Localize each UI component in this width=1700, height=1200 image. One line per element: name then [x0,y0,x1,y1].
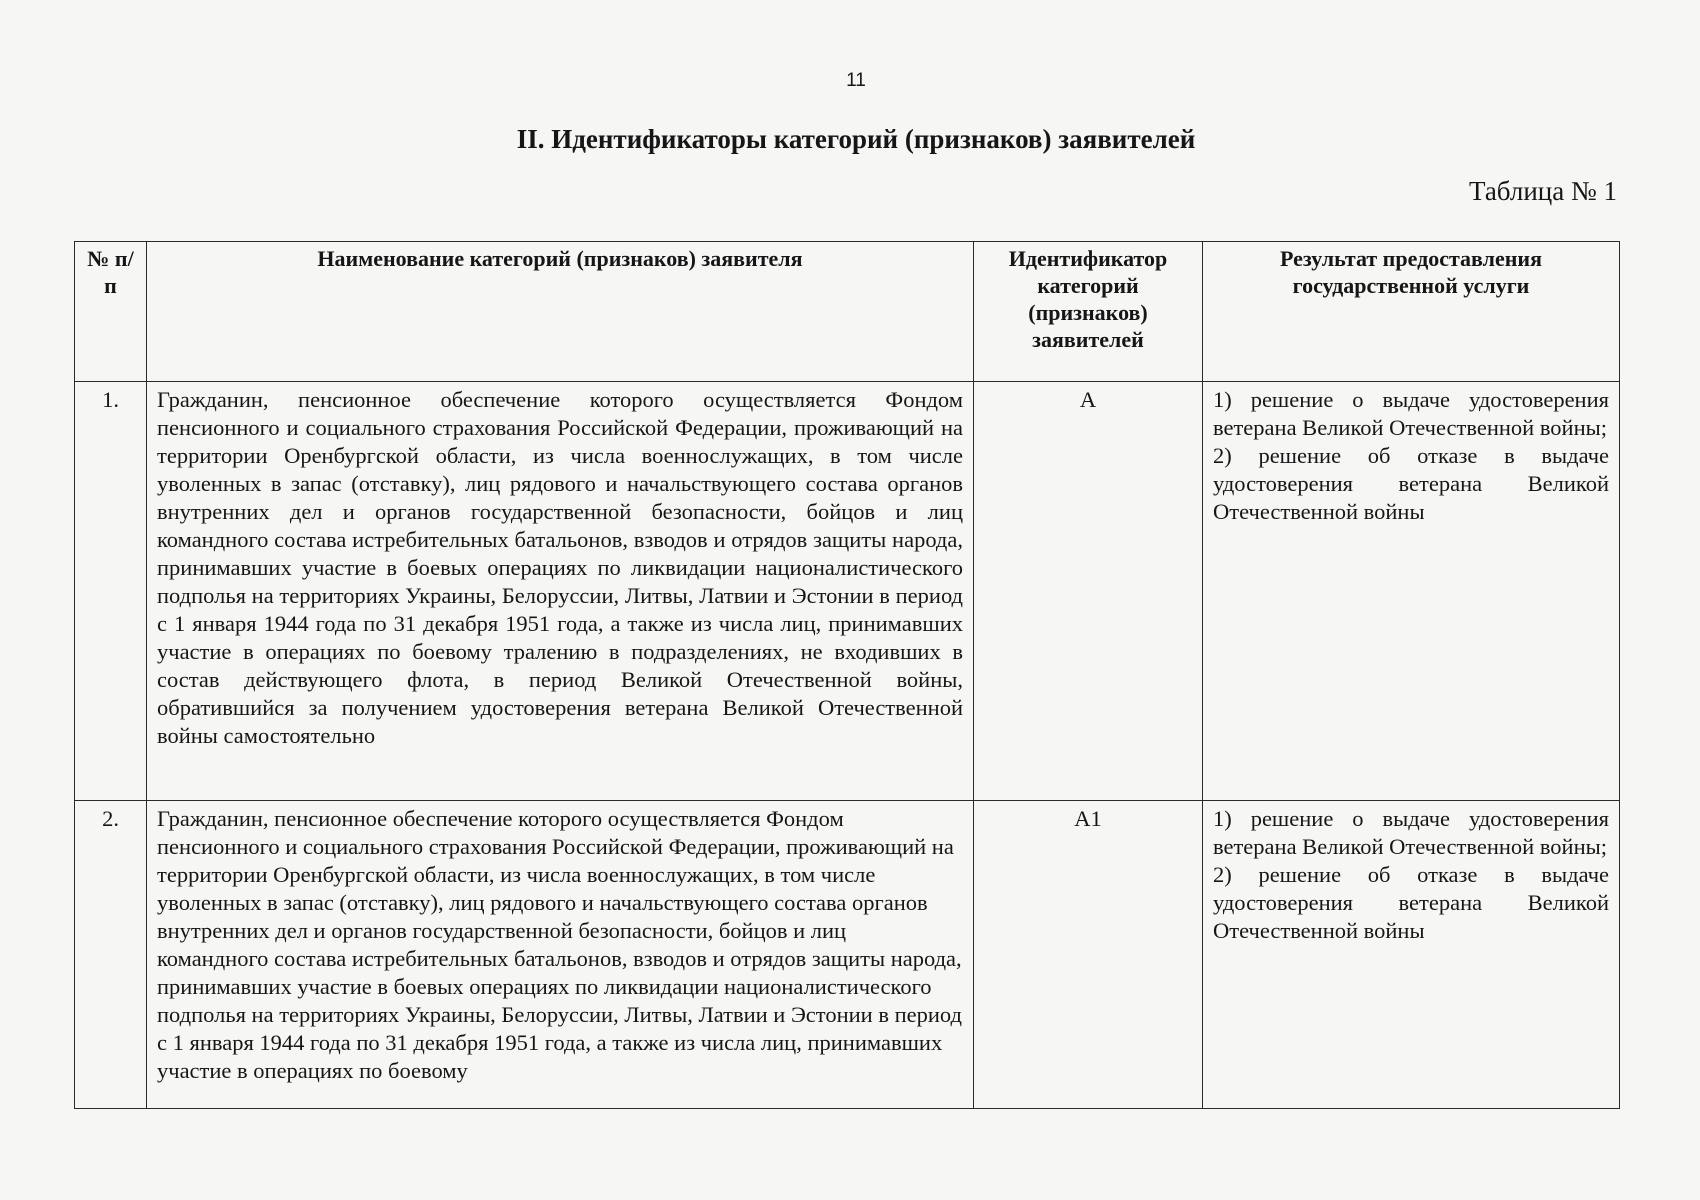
row-number: 2. [75,801,147,1109]
table-header-row [75,242,1620,382]
applicant-categories-table [74,241,1620,1109]
result-refuse: 2) решение об отказе в выдаче удостоверения ветерана Великой Отечественной войны [1213,862,1609,943]
row-number: 1. [75,382,147,801]
table-row [75,801,1620,1109]
header-name: Наименование категорий (признаков) заявителя [147,242,974,382]
header-num: № п/п [75,242,147,382]
category-identifier: А [974,382,1203,801]
category-name-cell [147,801,974,1109]
result-approve: 1) решение о выдаче удостоверения ветерана Великой Отечественной войны; [1213,387,1609,440]
header-identifier: Идентификатор категорий (признаков) заявителей [974,242,1203,382]
table-caption: Таблица № 1 [1469,176,1617,206]
section-title: II. Идентификаторы категорий (признаков) заявителей [516,124,1196,154]
page-number: 11 [846,70,866,91]
result-refuse: 2) решение об отказе в выдаче удостоверения ветерана Великой Отечественной войны [1213,443,1609,524]
header-result: Результат предоставления государственной услуги [1203,242,1620,382]
service-result [1203,382,1620,801]
service-result [1203,801,1620,1109]
category-name: Гражданин, пенсионное обеспечение которого осуществляется Фондом пенсионного и социального страхования Российской Федерации, проживающий на территории Оренбургской области, из числа военнослужащих, в том числе уволенных в запас (отставку), лиц рядового и начальствующего состава органов внутренних дел и органов государственной безопасности, бойцов и лиц командного состава истребительных батальонов, взводов и отрядов защиты народа, принимавших участие в боевых операциях по ликвидации националистического подполья на территориях Украины, Белоруссии, Литвы, Латвии и Эстонии в период с 1 января 1944 года по 31 декабря 1951 года, а также из числа лиц, принимавших участие в операциях по боевому тралению в подразделениях, не входивших в состав действующего флота, в период Великой Отечественной войны, обратившийся за получением удостоверения ветерана Великой Отечественной войны самостоятельно [147,382,974,801]
table-row [75,382,1620,801]
result-approve: 1) решение о выдаче удостоверения ветерана Великой Отечественной войны; [1213,806,1609,859]
category-identifier: А1 [974,801,1203,1109]
category-name: Гражданин, пенсионное обеспечение которого осуществляется Фондом пенсионного и социального страхования Российской Федерации, проживающий на территории Оренбургской области, из числа военнослужащих, в том числе уволенных в запас (отставку), лиц рядового и начальствующего состава органов внутренних дел и органов государственной безопасности, бойцов и лиц командного состава истребительных батальонов, взводов и отрядов защиты народа, принимавших участие в боевых операциях по ликвидации националистического подполья на территориях Украины, Белоруссии, Литвы, Латвии и Эстонии в период с 1 января 1944 года по 31 декабря 1951 года, а также из числа лиц, принимавших участие в операциях по боевому [157,806,962,1083]
